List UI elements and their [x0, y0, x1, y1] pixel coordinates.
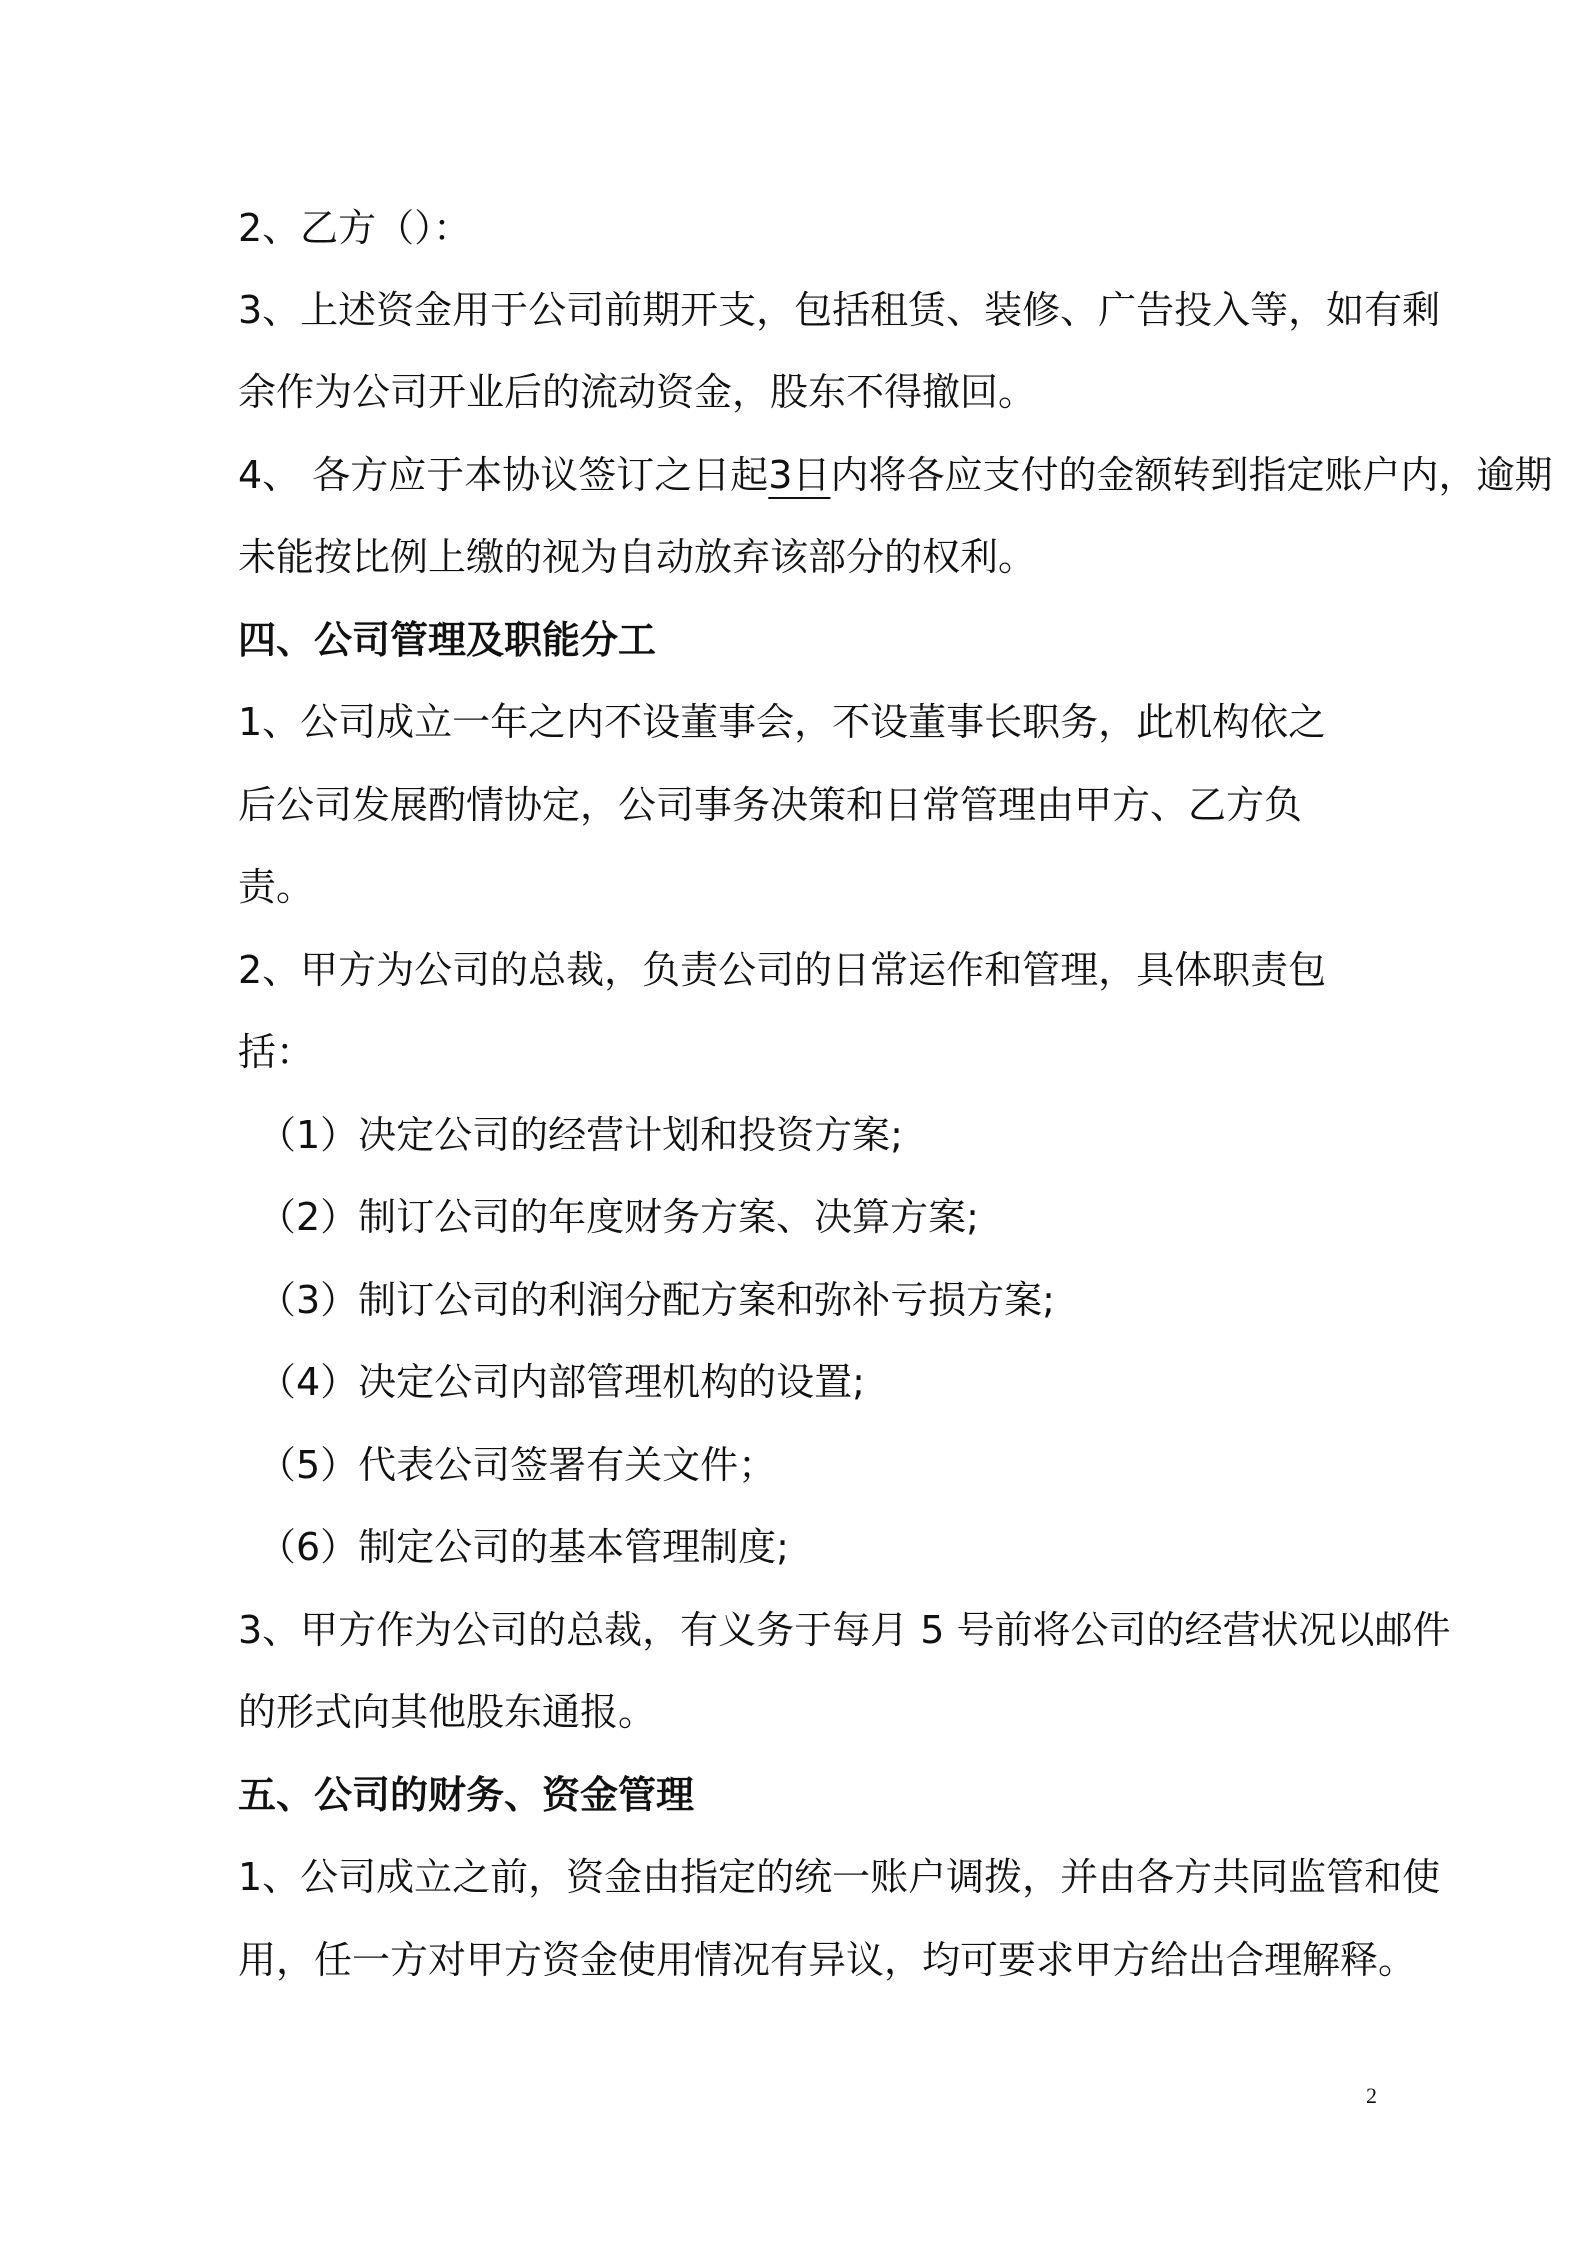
section-4-heading: 四、公司管理及职能分工: [238, 618, 657, 662]
clause-3-2-party-b: 2、乙方（）：: [238, 206, 472, 250]
duty-item-5: （5）代表公司签署有关文件；: [258, 1443, 777, 1487]
clause-5-1-line-1: 1、公司成立之前，资金由指定的统一账户调拨，并由各方共同监管和使: [238, 1855, 1441, 1899]
clause-4-2-line-2: 括：: [238, 1030, 315, 1074]
clause-4-3-line-2: 的形式向其他股东通报。: [238, 1690, 657, 1734]
clause-4-1-line-1: 1、公司成立一年之内不设董事会，不设董事长职务，此机构依之: [238, 700, 1327, 744]
duty-item-2: （2）制订公司的年度财务方案、决算方案;: [258, 1195, 979, 1239]
page-number: 2: [1366, 2083, 1377, 2108]
clause-3-4-suffix: 内将各应支付的金额转到指定账户内，逾期: [830, 453, 1553, 497]
clause-3-4-line-1: [238, 455, 1552, 495]
duty-item-4: （4）决定公司内部管理机构的设置;: [258, 1360, 865, 1404]
duty-item-6: （6）制定公司的基本管理制度;: [258, 1525, 789, 1569]
clause-3-3-line-2: 余作为公司开业后的流动资金，股东不得撤回。: [238, 370, 1037, 414]
clause-4-2-line-1: 2、甲方为公司的总裁，负责公司的日常运作和管理，具体职责包: [238, 948, 1327, 992]
clause-3-4-prefix: 4、 各方应于本协议签订之日起: [238, 453, 769, 497]
clause-5-1-line-2: 用，任一方对甲方资金使用情况有异议，均可要求甲方给出合理解释。: [238, 1938, 1417, 1982]
clause-4-1-line-3: 责。: [238, 865, 315, 909]
clause-3-3-line-1: 3、上述资金用于公司前期开支，包括租赁、装修、广告投入等，如有剩: [238, 288, 1441, 332]
duty-item-1: （1）决定公司的经营计划和投资方案;: [258, 1113, 903, 1157]
duty-item-3: （3）制订公司的利润分配方案和弥补亏损方案;: [258, 1278, 1055, 1322]
section-5-heading: 五、公司的财务、资金管理: [238, 1773, 695, 1817]
clause-4-3-line-1: 3、甲方作为公司的总裁，有义务于每月 5 号前将公司的经营状况以邮件: [238, 1608, 1451, 1652]
clause-3-4-line-2: 未能按比例上缴的视为自动放弃该部分的权利。: [238, 535, 1037, 579]
payment-deadline-underlined: 3日: [768, 453, 831, 497]
clause-4-1-line-2: 后公司发展酌情协定，公司事务决策和日常管理由甲方、乙方负: [238, 783, 1303, 827]
